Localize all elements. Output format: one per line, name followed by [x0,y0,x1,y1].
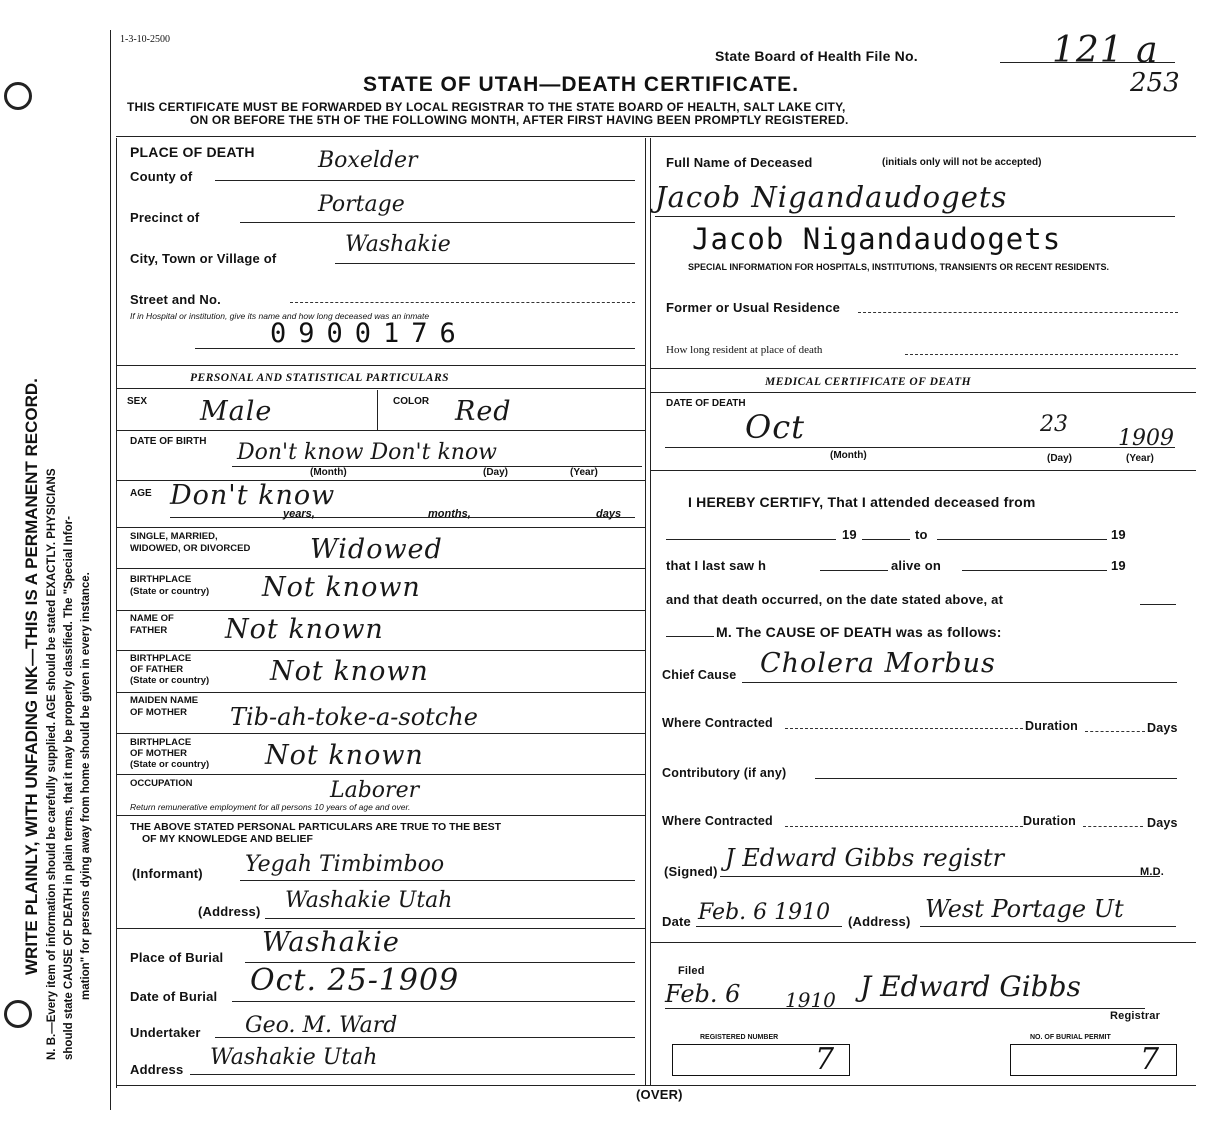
last-saw-label: that I last saw h [666,558,767,573]
dob-month-label: (Month) [310,467,347,478]
full-name-note: (initials only will not be accepted) [882,157,1042,168]
filed-line [665,1008,1145,1009]
age-days-label: days [596,508,622,520]
frame-top-rule [116,136,1196,137]
registered-number-label: REGISTERED NUMBER [700,1034,779,1041]
city-label: City, Town or Village of [130,251,277,266]
informant-address-label: (Address) [198,904,261,919]
city-line [335,263,635,264]
filed-label: Filed [678,965,705,977]
mother-bp-label-1: BIRTHPLACE [130,737,192,748]
where-contracted-line-2 [785,826,1023,827]
mother-bp-value: Not known [265,740,424,771]
sex-label: SEX [127,396,148,407]
personal-header-rule [116,388,645,389]
days-label-2: Days [1147,816,1178,830]
burial-permit-label: NO. OF BURIAL PERMIT [1030,1034,1111,1041]
former-residence-line [858,312,1178,313]
father-value: Not known [225,614,384,645]
birthplace-value: Not known [262,572,421,603]
hospital-note: If in Hospital or institution, give its name and how long deceased was an inmate [130,311,430,321]
sex-value: Male [200,396,273,427]
birthplace-rule [116,610,645,611]
certify-text: I HEREBY CERTIFY, That I attended deceased from [688,494,1036,510]
signed-value: J Edward Gibbs registr [725,844,1005,872]
medical-header-rule [650,392,1196,393]
mother-bp-rule [116,774,645,775]
dob-value: Don't know Don't know [237,440,498,465]
burial-permit-value: 7 [1140,1042,1160,1077]
birthplace-label: BIRTHPLACE [130,574,192,585]
mother-label-2: OF MOTHER [130,707,187,718]
full-name-label: Full Name of Deceased [666,155,813,170]
alive-on-label: alive on [891,558,942,573]
corner-number: 253 [1130,68,1180,98]
age-line [170,517,635,518]
signed-label: (Signed) [664,864,718,879]
city-value: Washakie [345,232,451,257]
place-of-death-label: PLACE OF DEATH [130,144,255,160]
county-line [215,180,635,181]
attest-line-1: THE ABOVE STATED PERSONAL PARTICULARS ARE TRUE TO THE BEST [130,821,502,833]
age-rule [116,527,645,528]
registrar-label: Registrar [1110,1010,1161,1022]
center-divider [645,138,646,1085]
burial-date-label: Date of Burial [130,989,218,1004]
stamp-line [195,348,635,349]
days-label-1: Days [1147,721,1178,735]
margin-instruction-3: should state CAUSE OF DEATH in plain terms, that it may be properly classified. The "Special Infor- [63,516,75,1060]
color-value: Red [455,396,512,427]
margin-instruction-1: WRITE PLAINLY, WITH UNFADING INK—THIS IS A PERMANENT RECORD. [22,378,41,975]
occupation-rule [116,815,645,816]
color-label: COLOR [393,396,430,407]
mother-rule [116,733,645,734]
frame-left-inner [116,138,117,1088]
informant-line [240,880,635,881]
death-occurred-text: and that death occurred, on the date stated above, at [666,592,1004,607]
duration-label-1: Duration [1025,719,1078,733]
dob-label: DATE OF BIRTH [130,436,207,447]
father-bp-value: Not known [270,656,429,687]
contributory-label: Contributory (if any) [662,766,787,780]
deceased-name-typed: Jacob Nigandaudogets [692,222,1062,256]
informant-value: Yegah Timbimboo [245,852,445,877]
duration-label-2: Duration [1023,814,1076,828]
where-contracted-label-1: Where Contracted [662,716,773,730]
personal-header: PERSONAL AND STATISTICAL PARTICULARS [190,372,450,384]
death-day-label: (Day) [1047,453,1073,464]
mother-label-1: MAIDEN NAME [130,695,199,706]
frame-bottom-rule [116,1085,1196,1086]
chief-cause-label: Chief Cause [662,668,737,682]
burial-date-value: Oct. 25-1909 [250,963,460,998]
precinct-value: Portage [318,192,405,217]
father-rule [116,650,645,651]
birthplace-sc-label: (State or country) [130,586,210,597]
instructions-line-2: ON OR BEFORE THE 5TH OF THE FOLLOWING MONTH, AFTER FIRST HAVING BEEN PROMPTLY REGISTERED. [190,113,849,127]
attest-line-2: OF MY KNOWLEDGE AND BELIEF [142,833,313,845]
age-months-label: months, [428,508,471,520]
death-month-label: (Month) [830,450,867,461]
contributory-line [815,778,1177,779]
undertaker-line [215,1037,635,1038]
frame-left [110,30,111,1110]
street-label: Street and No. [130,292,221,307]
am-pm-line [666,636,714,637]
cause-line: M. The CAUSE OF DEATH was as follows: [716,624,1002,640]
father-bp-label-2: OF FATHER [130,664,184,675]
registered-number-value: 7 [815,1042,835,1077]
margin-instruction-2: N. B.—Every item of information should be carefully supplied. AGE should be stated EXACTLY. PHYSICIANS [46,468,58,1060]
where-contracted-label-2: Where Contracted [662,814,773,828]
death-at-line [1140,604,1176,605]
mother-bp-label-2: OF MOTHER [130,748,187,759]
marital-rule [116,568,645,569]
medical-header: MEDICAL CERTIFICATE OF DEATH [765,376,972,388]
age-value: Don't know [170,480,336,511]
duration-line-1 [1085,731,1145,732]
binding-hole-bottom [4,1000,32,1028]
instructions-line-1: THIS CERTIFICATE MUST BE FORWARDED BY LOCAL REGISTRAR TO THE STATE BOARD OF HEALTH, SALT LAKE CITY, [127,100,846,114]
medical-bottom-rule [650,942,1196,943]
alive-on-19: 19 [1111,558,1126,573]
to-label: to [915,527,928,542]
cert-address-line [920,926,1176,927]
mother-bp-sc-label: (State or country) [130,759,210,770]
undertaker-label: Undertaker [130,1025,201,1040]
death-date-line [665,447,1175,448]
cert-date-label: Date [662,914,691,929]
date-of-death-label: DATE OF DEATH [666,398,746,409]
burial-place-value: Washakie [262,927,400,958]
county-label: County of [130,169,193,184]
death-year-label: (Year) [1126,453,1154,464]
binding-hole-top [4,82,32,110]
burial-address-label: Address [130,1062,184,1077]
form-code: 1-3-10-2500 [120,34,170,45]
alive-on-line [962,570,1107,571]
father-label-2: FATHER [130,625,168,636]
over-label: (OVER) [636,1087,683,1102]
md-label: M.D. [1140,866,1165,878]
informant-label: (Informant) [132,866,203,881]
sex-rule [116,430,645,431]
burial-place-label: Place of Burial [130,950,224,965]
filed-year-value: 1910 [785,988,836,1012]
signed-line [720,876,1160,877]
duration-line-2 [1083,826,1143,827]
death-year-value: 1909 [1118,426,1174,451]
occupation-note: Return remunerative employment for all persons 10 years of age and over. [130,802,411,812]
sex-color-divider [377,390,378,430]
filed-date-value: Feb. 6 [665,980,741,1008]
father-bp-label-1: BIRTHPLACE [130,653,192,664]
age-years-label: years, [283,508,315,520]
age-label: AGE [130,488,152,499]
to-19: 19 [1111,527,1126,542]
deceased-name-handwritten: Jacob Nigandaudogets [655,180,1008,214]
how-long-line [905,354,1178,355]
to-line [937,539,1107,540]
cert-address-value: West Portage Ut [925,895,1124,923]
file-no-label: State Board of Health File No. [715,48,918,64]
county-value: Boxelder [318,148,418,173]
cert-date-line [696,926,842,927]
mother-value: Tib-ah-toke-a-sotche [230,703,478,731]
burial-address-value: Washakie Utah [210,1045,378,1070]
informant-address-value: Washakie Utah [285,888,453,913]
left-section-rule [116,365,645,366]
cert-address-label: (Address) [848,914,911,929]
death-day-value: 23 [1040,412,1068,437]
informant-address-line [265,918,635,919]
margin-instruction-4: mation" for persons dying away from home should be given in every instance. [80,572,92,1000]
marital-value: Widowed [310,534,443,565]
death-month-value: Oct [745,408,806,446]
burial-date-line [232,1001,635,1002]
from-year-line [862,539,910,540]
occupation-value: Laborer [330,778,420,803]
where-contracted-line-1 [785,728,1023,729]
name-line [655,216,1175,217]
page-title: STATE OF UTAH—DEATH CERTIFICATE. [363,73,800,96]
marital-label-2: WIDOWED, OR DIVORCED [130,543,251,554]
from-line [666,539,836,540]
precinct-label: Precinct of [130,210,200,225]
precinct-line [240,222,635,223]
last-saw-line [820,570,888,571]
right-section-rule [650,368,1196,369]
dob-day-label: (Day) [483,467,509,478]
marital-label-1: SINGLE, MARRIED, [130,531,218,542]
registrar-signature: J Edward Gibbs [860,970,1081,1003]
file-no-value: 121 a [1052,30,1159,71]
street-line [290,302,635,303]
how-long-label: How long resident at place of death [666,344,823,356]
stamp-number: 0900176 [270,318,468,349]
undertaker-value: Geo. M. Ward [245,1013,398,1038]
father-bp-rule [116,692,645,693]
father-bp-sc-label: (State or country) [130,675,210,686]
dob-year-label: (Year) [570,467,598,478]
burial-address-line [190,1074,635,1075]
death-date-rule [650,470,1196,471]
father-label-1: NAME OF [130,613,174,624]
chief-cause-line [742,682,1177,683]
cert-date-value: Feb. 6 1910 [698,900,831,925]
from-19: 19 [842,527,857,542]
chief-cause-value: Cholera Morbus [760,648,996,679]
occupation-label: OCCUPATION [130,778,193,789]
former-residence-label: Former or Usual Residence [666,300,841,315]
special-info-label: SPECIAL INFORMATION FOR HOSPITALS, INSTITUTIONS, TRANSIENTS OR RECENT RESIDENTS. [688,262,1110,272]
